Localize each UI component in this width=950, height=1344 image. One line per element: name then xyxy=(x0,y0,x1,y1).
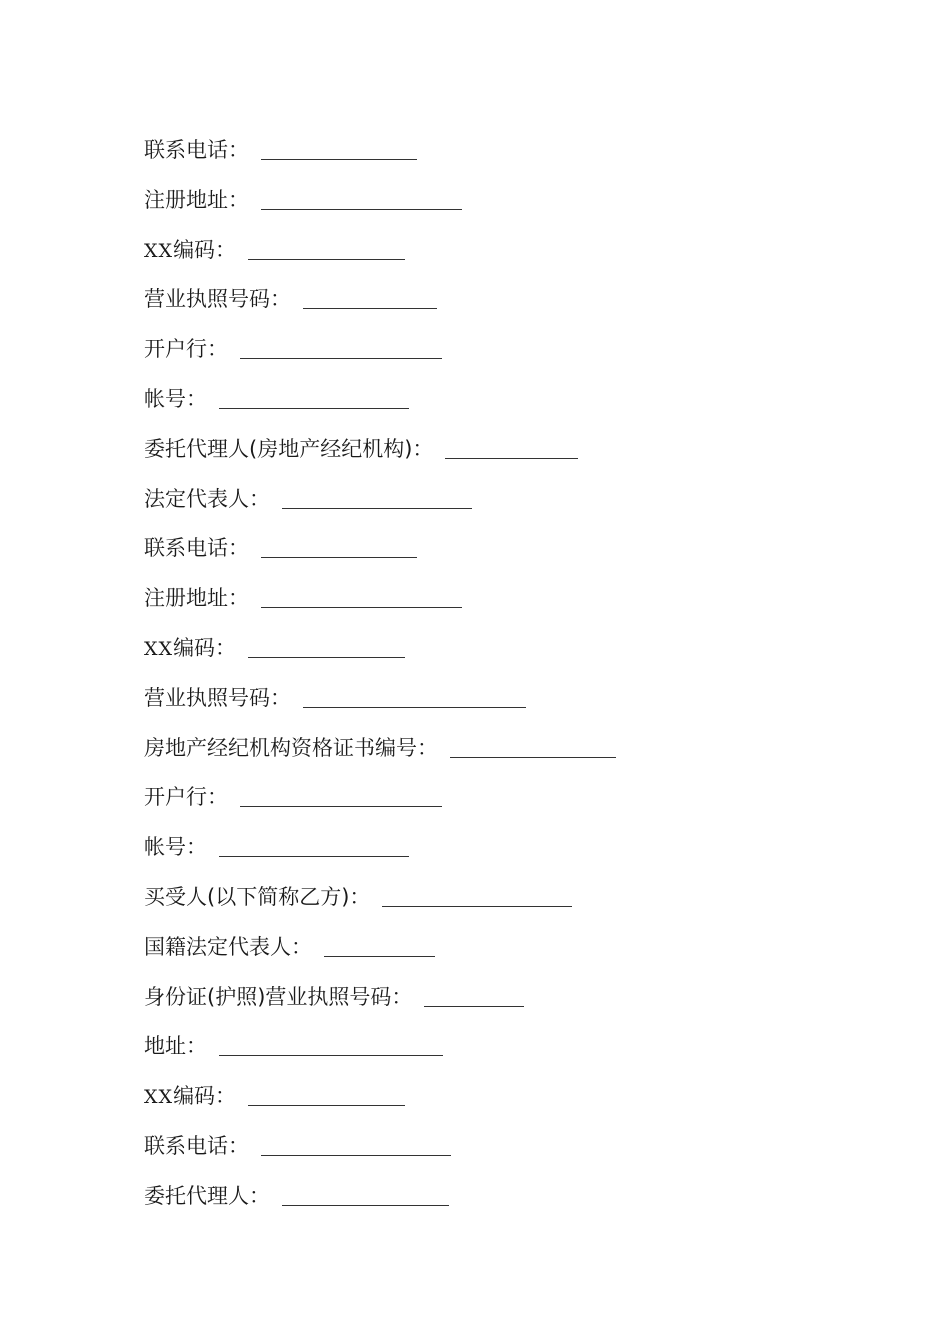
field-label: 帐号： xyxy=(144,835,207,860)
blank-line[interactable] xyxy=(248,234,405,260)
field-row-buyer-nationality xyxy=(144,931,864,981)
field-row-seller-phone xyxy=(144,134,864,184)
field-row-seller-postcode xyxy=(144,234,864,284)
field-label-text: 编码： xyxy=(173,1084,237,1109)
blank-line[interactable] xyxy=(248,632,405,658)
field-label-prefix: XX xyxy=(144,637,174,660)
field-row-agency-legal-rep xyxy=(144,483,864,533)
field-label: 地址： xyxy=(144,1034,207,1059)
field-label-prefix: XX xyxy=(144,239,174,262)
field-label: 委托代理人： xyxy=(144,1183,270,1208)
field-label: 帐号： xyxy=(144,386,207,411)
blank-line[interactable] xyxy=(303,682,526,708)
field-label: 注册地址： xyxy=(144,187,249,212)
field-row-buyer-phone xyxy=(144,1130,864,1180)
blank-line[interactable] xyxy=(424,981,524,1007)
field-row-buyer-agent xyxy=(144,1180,864,1230)
field-row-buyer-postcode xyxy=(144,1080,864,1130)
field-label xyxy=(144,1080,236,1113)
field-label xyxy=(144,234,236,267)
blank-line[interactable] xyxy=(261,532,417,558)
blank-line[interactable] xyxy=(248,1080,405,1106)
field-label: 开户行： xyxy=(144,785,228,810)
blank-line[interactable] xyxy=(261,1130,451,1156)
blank-line[interactable] xyxy=(303,283,437,309)
field-label xyxy=(144,632,236,665)
field-row-agency-license xyxy=(144,682,864,732)
field-label: 注册地址： xyxy=(144,586,249,611)
blank-line[interactable] xyxy=(324,931,435,957)
blank-line[interactable] xyxy=(261,134,417,160)
field-label-text: 编码： xyxy=(173,635,237,660)
field-row-agency-cert xyxy=(144,732,864,782)
field-row-seller-address xyxy=(144,184,864,234)
blank-line[interactable] xyxy=(219,383,409,409)
field-label-text: 编码： xyxy=(173,237,237,262)
field-row-agent-agency xyxy=(144,433,864,483)
blank-line[interactable] xyxy=(219,831,409,857)
blank-line[interactable] xyxy=(261,184,462,210)
blank-line[interactable] xyxy=(382,881,572,907)
field-row-agency-postcode xyxy=(144,632,864,682)
field-label-prefix: XX xyxy=(144,1086,174,1109)
field-label: 联系电话： xyxy=(144,536,249,561)
field-row-seller-license xyxy=(144,283,864,333)
field-label: 委托代理人(房地产经纪机构)： xyxy=(144,436,434,461)
blank-line[interactable] xyxy=(240,781,442,807)
blank-line[interactable] xyxy=(450,732,616,758)
field-label: 房地产经纪机构资格证书编号： xyxy=(144,735,438,760)
field-row-seller-bank xyxy=(144,333,864,383)
field-label: 买受人(以下简称乙方)： xyxy=(144,884,371,909)
field-label: 法定代表人： xyxy=(144,486,270,511)
field-row-seller-account xyxy=(144,383,864,433)
blank-line[interactable] xyxy=(261,582,462,608)
field-label: 营业执照号码： xyxy=(144,287,291,312)
field-label: 营业执照号码： xyxy=(144,685,291,710)
field-label: 联系电话： xyxy=(144,138,249,162)
blank-line[interactable] xyxy=(282,1180,449,1206)
blank-line[interactable] xyxy=(240,333,442,359)
field-row-agency-bank xyxy=(144,781,864,831)
field-row-agency-address xyxy=(144,582,864,632)
blank-line[interactable] xyxy=(219,1030,443,1056)
field-row-buyer-address xyxy=(144,1030,864,1080)
field-label: 身份证(护照)营业执照号码： xyxy=(144,984,413,1009)
field-label: 开户行： xyxy=(144,337,228,362)
party-info-form xyxy=(144,134,864,1230)
field-row-agency-phone xyxy=(144,532,864,582)
field-row-buyer-id xyxy=(144,981,864,1031)
blank-line[interactable] xyxy=(445,433,578,459)
field-row-buyer xyxy=(144,881,864,931)
field-label: 联系电话： xyxy=(144,1133,249,1158)
field-label: 国籍法定代表人： xyxy=(144,934,312,959)
field-row-agency-account xyxy=(144,831,864,881)
blank-line[interactable] xyxy=(282,483,472,509)
